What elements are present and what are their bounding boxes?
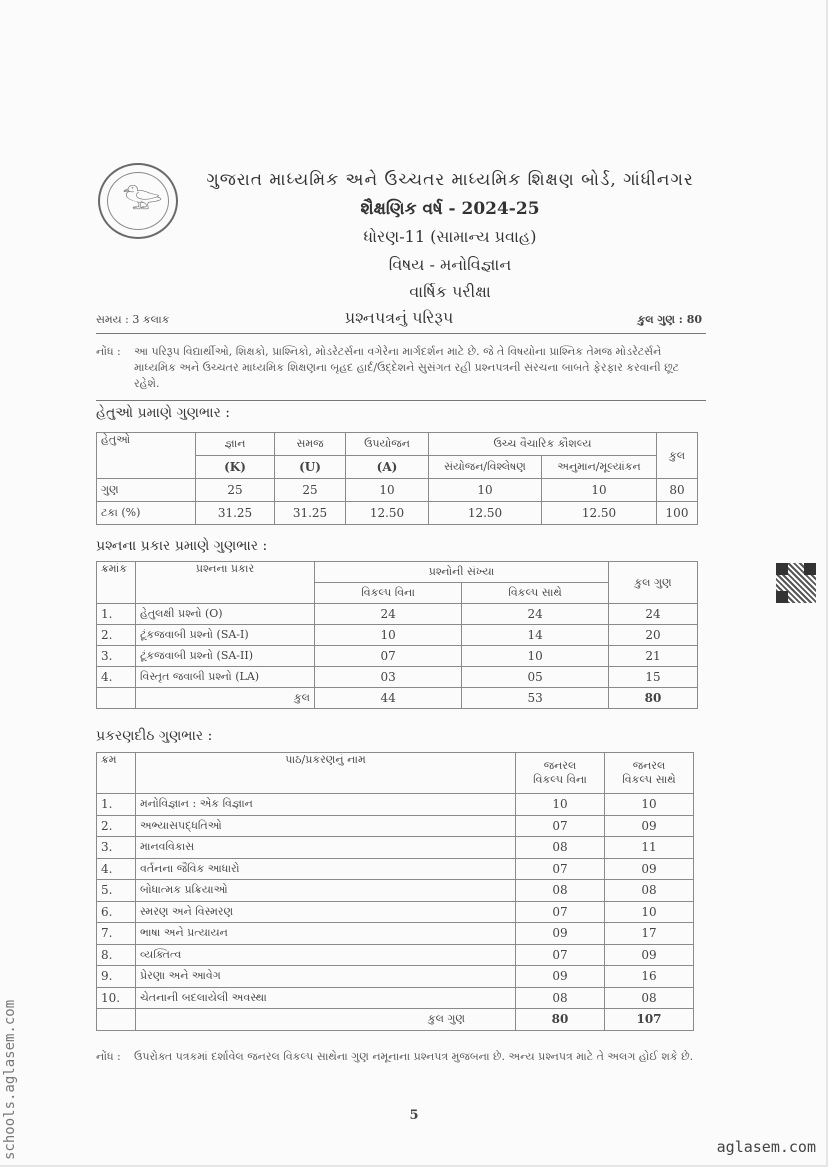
cell-sr: 1. — [97, 604, 136, 625]
header-chapter: પાઠ/પ્રકરણનું નામ — [136, 753, 516, 794]
cell-chapter: ભાષા અને પ્રત્યાયન — [136, 923, 516, 945]
total-label: કુલ ગુણ — [136, 1009, 516, 1031]
total-with: 53 — [462, 688, 609, 709]
cell-with: 11 — [605, 837, 694, 859]
row-label: ગુણ — [97, 479, 196, 502]
standard: ધોરણ-11 (સામાન્ય પ્રવાહ) — [363, 227, 537, 246]
note-bottom — [96, 1049, 706, 1065]
cell-without: 07 — [516, 944, 605, 966]
cell-with: 09 — [605, 815, 694, 837]
table-row — [97, 901, 694, 923]
cell-application: 10 — [346, 479, 429, 502]
cell-without: 10 — [516, 794, 605, 816]
cell-marks: 20 — [609, 625, 698, 646]
table-row — [97, 923, 694, 945]
header-sr: ક્રમ — [97, 753, 136, 794]
table-row — [97, 987, 694, 1009]
table-row — [97, 858, 694, 880]
side-watermark: schools.aglasem.com — [2, 999, 18, 1160]
cell-type: ટૂંકજવાબી પ્રશ્નો (SA-II) — [136, 646, 315, 667]
table-row — [97, 880, 694, 902]
cell-without: 08 — [516, 837, 605, 859]
header-total-marks: કુલ ગુણ — [609, 562, 698, 604]
total-without: 80 — [516, 1009, 605, 1031]
header-without-option: વિકલ્પ વિના — [533, 773, 587, 786]
cell-with: 10 — [605, 794, 694, 816]
cell-sr: 2. — [97, 625, 136, 646]
cell-without: 08 — [516, 987, 605, 1009]
header-objectives: હેતુઓ — [97, 433, 196, 479]
note-text: ઉપરોક્ત પત્રકમાં દર્શાવેલ જનરલ વિકલ્પ સાથેના ગુણ નમૂનાના પ્રશ્નપત્ર મુજબના છે. અન્ય પ્રશ્નપત્ર માટે તે અલગ હોઈ શકે છે. — [134, 1050, 694, 1063]
cell-without: 09 — [516, 923, 605, 945]
cell-sr: 7. — [97, 923, 136, 945]
header-count: પ્રશ્નોની સંખ્યા — [315, 562, 609, 583]
cell-with: 09 — [605, 944, 694, 966]
cell-synthesis: 10 — [429, 479, 542, 502]
table-row — [97, 966, 694, 988]
cell-with: 09 — [605, 858, 694, 880]
exam-name: વાર્ષિક પરીક્ષા — [409, 282, 491, 301]
divider — [96, 333, 706, 334]
cell-marks: 15 — [609, 667, 698, 688]
page-number: 5 — [409, 1108, 419, 1123]
header-hots: ઉચ્ચ વૈચારિક કૌશલ્ય — [429, 433, 657, 456]
cell-chapter: વર્તનના જૈવિક આધારો — [136, 858, 516, 880]
paper-meta-row — [96, 310, 702, 332]
cell-without: 24 — [315, 604, 462, 625]
cell-total: 80 — [657, 479, 698, 502]
cell-sr: 8. — [97, 944, 136, 966]
note-label: નોંધ : — [96, 1050, 121, 1063]
cell-chapter: મનોવિજ્ઞાન : એક વિજ્ઞાન — [136, 794, 516, 816]
cell-chapter: અભ્યાસપદ્ધતિઓ — [136, 815, 516, 837]
table-row — [97, 479, 698, 502]
board-logo — [98, 163, 178, 239]
header-evaluation: અનુમાન/મૂલ્યાંકન — [542, 456, 657, 479]
section-title-chapters: પ્રકરણદીઠ ગુણભાર : — [96, 728, 213, 744]
cell-with: 14 — [462, 625, 609, 646]
cell-chapter: સ્મરણ અને વિસ્મરણ — [136, 901, 516, 923]
cell-without: 07 — [516, 858, 605, 880]
table-row — [97, 944, 694, 966]
cell-chapter: માનવવિકાસ — [136, 837, 516, 859]
header-with-option: વિકલ્પ સાથે — [462, 583, 609, 604]
header-general-with — [605, 753, 694, 794]
cell-sr: 3. — [97, 646, 136, 667]
total-marks: કુલ ગુણ : 80 — [637, 313, 702, 326]
objectives-weightage-table — [96, 432, 698, 525]
cell-with: 17 — [605, 923, 694, 945]
cell-with: 08 — [605, 987, 694, 1009]
header-knowledge: જ્ઞાન — [196, 433, 275, 456]
cell-with: 08 — [605, 880, 694, 902]
cell-with: 10 — [462, 646, 609, 667]
cell-empty — [97, 688, 136, 709]
qr-code-icon — [776, 563, 816, 603]
cell-chapter: પ્રેરણા અને આવેગ — [136, 966, 516, 988]
question-type-weightage-table — [96, 561, 698, 709]
paper-title: પ્રશ્નપત્રનું પરિરૂપ — [344, 308, 454, 327]
cell-sr: 9. — [97, 966, 136, 988]
cell-type: ટૂંકજવાબી પ્રશ્નો (SA-I) — [136, 625, 315, 646]
cell-evaluation: 12.50 — [542, 502, 657, 525]
cell-sr: 4. — [97, 667, 136, 688]
header-knowledge-code: (K) — [196, 456, 275, 479]
cell-chapter: ચેતનાની બદલાયેલી અવસ્થા — [136, 987, 516, 1009]
table-row — [97, 646, 698, 667]
cell-without: 07 — [516, 901, 605, 923]
table-row — [97, 625, 698, 646]
cell-with: 24 — [462, 604, 609, 625]
subject: વિષય - મનોવિજ્ઞાન — [388, 255, 512, 274]
cell-understanding: 25 — [275, 479, 346, 502]
table-row — [97, 837, 694, 859]
cell-marks: 21 — [609, 646, 698, 667]
cell-evaluation: 10 — [542, 479, 657, 502]
cell-knowledge: 25 — [196, 479, 275, 502]
cell-sr: 4. — [97, 858, 136, 880]
note-label: નોંધ : — [96, 345, 121, 358]
total-label: કુલ — [136, 688, 315, 709]
cell-sr: 10. — [97, 987, 136, 1009]
cell-understanding: 31.25 — [275, 502, 346, 525]
section-title-objectives: હેતુઓ પ્રમાણે ગુણભાર : — [96, 405, 231, 421]
header-application: ઉપયોજન — [346, 433, 429, 456]
cell-sr: 5. — [97, 880, 136, 902]
table-row — [97, 815, 694, 837]
cell-without: 03 — [315, 667, 462, 688]
cell-chapter: બોધાત્મક પ્રક્રિયાઓ — [136, 880, 516, 902]
table-total-row — [97, 1009, 694, 1031]
header-understanding-code: (U) — [275, 456, 346, 479]
cell-with: 10 — [605, 901, 694, 923]
total-with: 107 — [605, 1009, 694, 1031]
header-sr: ક્રમાંક — [97, 562, 136, 604]
cell-with: 16 — [605, 966, 694, 988]
cell-sr: 1. — [97, 794, 136, 816]
header-synthesis: સંયોજન/વિશ્લેષણ — [429, 456, 542, 479]
bottom-watermark: aglasem.com — [716, 1138, 816, 1156]
cell-type: વિસ્તૃત જવાબી પ્રશ્નો (LA) — [136, 667, 315, 688]
cell-sr: 6. — [97, 901, 136, 923]
cell-sr: 3. — [97, 837, 136, 859]
board-name: ગુજરાત માધ્યમિક અને ઉચ્ચતર માધ્યમિક શિક્ષણ બોર્ડ, ગાંધીનગર — [206, 170, 694, 190]
cell-without: 09 — [516, 966, 605, 988]
time-duration: સમય : 3 કલાક — [96, 313, 170, 326]
header-without-option: વિકલ્પ વિના — [315, 583, 462, 604]
cell-marks: 24 — [609, 604, 698, 625]
header-type: પ્રશ્નના પ્રકાર — [136, 562, 315, 604]
header-general-without — [516, 753, 605, 794]
total-marks-cell: 80 — [609, 688, 698, 709]
cell-type: હેતુલક્ષી પ્રશ્નો (O) — [136, 604, 315, 625]
cell-without: 07 — [516, 815, 605, 837]
row-label: ટકા (%) — [97, 502, 196, 525]
table-row — [97, 667, 698, 688]
cell-with: 05 — [462, 667, 609, 688]
cell-chapter: વ્યક્તિત્વ — [136, 944, 516, 966]
cell-without: 07 — [315, 646, 462, 667]
cell-without: 08 — [516, 880, 605, 902]
cell-empty — [97, 1009, 136, 1031]
swan-emblem-icon: 𓅰 — [122, 178, 163, 218]
cell-application: 12.50 — [346, 502, 429, 525]
cell-knowledge: 31.25 — [196, 502, 275, 525]
section-title-question-types: પ્રશ્નના પ્રકાર પ્રમાણે ગુણભાર : — [96, 538, 268, 554]
table-row — [97, 604, 698, 625]
divider — [96, 400, 706, 401]
cell-synthesis: 12.50 — [429, 502, 542, 525]
total-without: 44 — [315, 688, 462, 709]
header-application-code: (A) — [346, 456, 429, 479]
header-general: જનરલ — [543, 759, 577, 772]
chapter-weightage-table — [96, 752, 694, 1031]
header-with-option: વિકલ્પ સાથે — [622, 773, 676, 786]
table-total-row — [97, 688, 698, 709]
academic-year: શૈક્ષણિક વર્ષ - 2024-25 — [360, 199, 540, 219]
table-row — [97, 502, 698, 525]
header-total: કુલ — [657, 433, 698, 479]
note-text: આ પરિરૂપ વિદ્યાર્થીઓ, શિક્ષકો, પ્રાશ્નિકો, મોડરેટર્સના વગેરેના માર્ગદર્શન માટે છે. જે તે વિષયોના પ્રાશ્નિક તેમજ મોડરેટર્સને માધ્યમિક અને ઉચ્ચતર માધ્યમિક શિક્ષણના બૃહદ હાર્દ/ઉદ્દેશને સુસંગત રહી પ્રશ્નપત્રની સંરચના બાબતે ફેરફાર કરવાની છૂટ રહેશે. — [134, 345, 680, 390]
header-understanding: સમજ — [275, 433, 346, 456]
header-general: જનરલ — [632, 759, 666, 772]
table-row — [97, 794, 694, 816]
cell-sr: 2. — [97, 815, 136, 837]
cell-total: 100 — [657, 502, 698, 525]
note-top — [96, 344, 706, 392]
cell-without: 10 — [315, 625, 462, 646]
